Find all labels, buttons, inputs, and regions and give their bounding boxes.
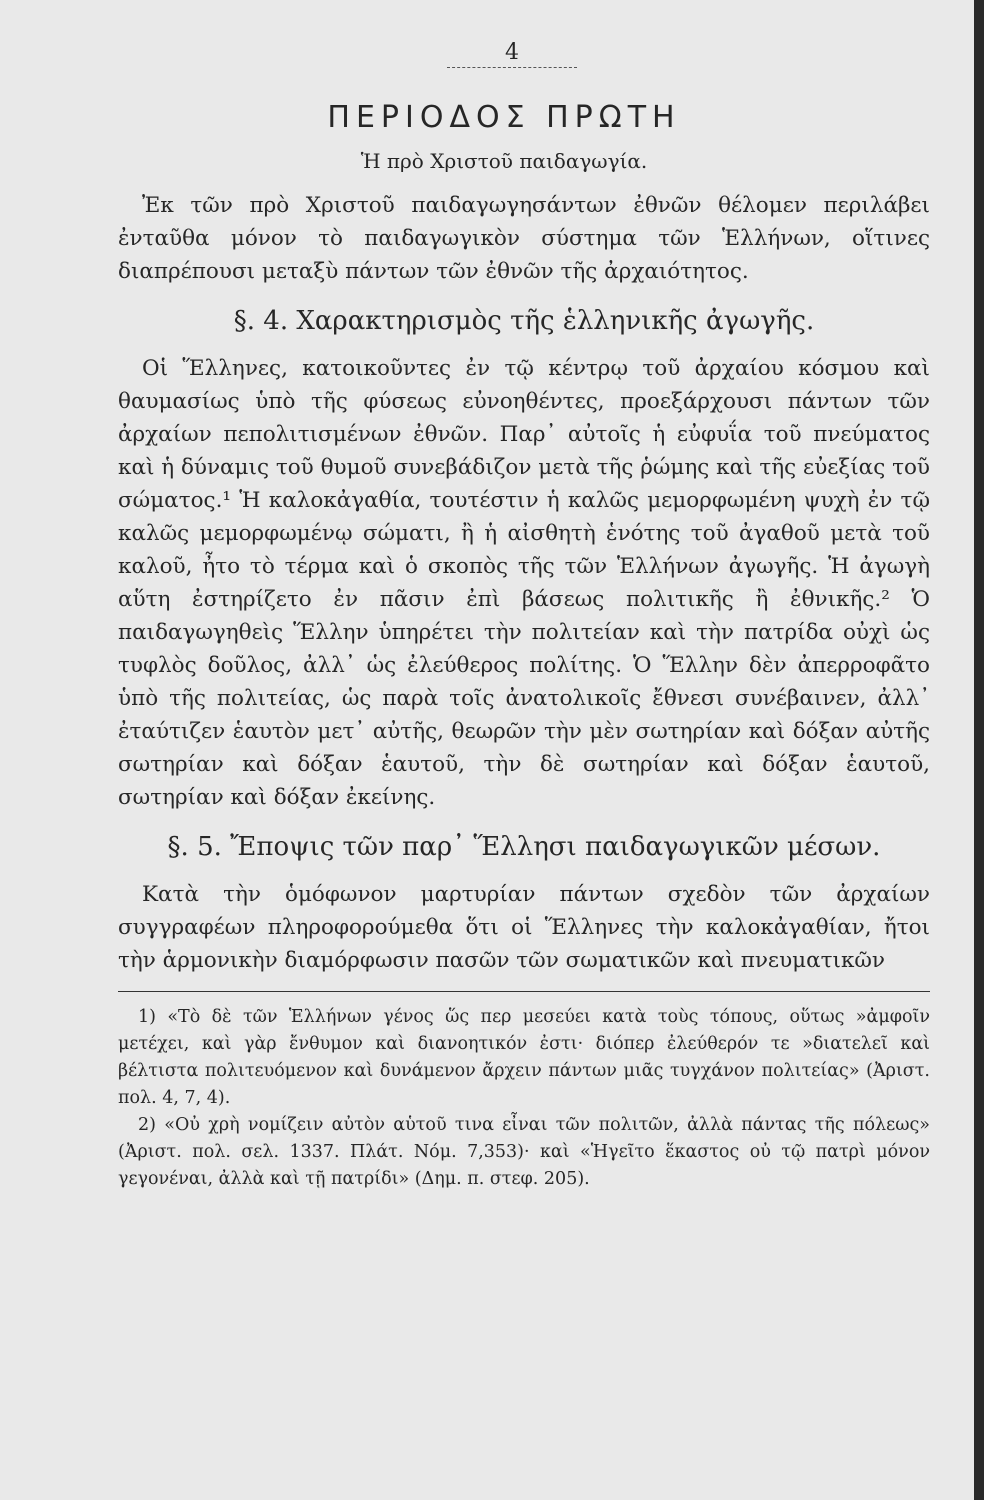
footnote-1: 1) «Τὸ δὲ τῶν Ἑλλήνων γένος ὥς περ μεσεύει κατὰ τοὺς τόπους, οὕτως »ἀμφοῖν μετέχει, καὶ γὰρ ἔνθυμον καὶ διανοητικόν ἐστι· διόπερ ἐλεύθερόν τε »διατελεῖ καὶ βέλτιστα πολιτευόμενον καὶ δυνάμενον ἄρχειν πάντων μιᾶς τυγχάνον πολιτείας» (Ἀριστ. πολ. 4, 7, 4). — [118, 1007, 930, 1108]
intro-paragraph: Ἐκ τῶν πρὸ Χριστοῦ παιδαγωγησάντων ἐθνῶν θέλομεν περιλάβει ἐνταῦθα μόνον τὸ παιδαγωγικὸν σύστημα τῶν Ἑλλήνων, οἵτινες διαπρέπουσι μεταξὺ πάντων τῶν ἐθνῶν τῆς ἀρχαιότητος. — [118, 193, 930, 284]
page-content — [118, 40, 930, 1193]
page-number-rule — [447, 67, 577, 68]
section-5-paragraph: Κατὰ τὴν ὁμόφωνον μαρτυρίαν πάντων σχεδὸν τῶν ἀρχαίων συγγραφέων πληροφορούμεθα ὅτι οἱ Ἕλληνες τὴν καλοκἀγαθίαν, ἤτοι τὴν ἁρμονικὴν διαμόρφωσιν πασῶν τῶν σωματικῶν καὶ πνευματικῶν — [118, 882, 930, 973]
section-5-heading: §. 5. Ἔποψις τῶν παρ᾽ Ἕλλησι παιδαγωγικῶν μέσων. — [167, 832, 881, 862]
section-4-heading: §. 4. Χαρακτηρισμὸς τῆς ἑλληνικῆς ἀγωγῆς. — [233, 306, 815, 336]
scan-dark-edge — [974, 0, 984, 1500]
chapter-subtitle: Ἡ πρὸ Χριστοῦ παιδαγωγία. — [360, 149, 648, 173]
section-4-paragraph: Οἱ Ἕλληνες, κατοικοῦντες ἐν τῷ κέντρῳ τοῦ ἀρχαίου κόσμου καὶ θαυμασίως ὑπὸ τῆς φύσεως εὐνοηθέντες, προεξάρχουσι πάντων τῶν ἀρχαίων πεπολιτισμένων ἐθνῶν. Παρ᾽ αὐτοῖς ἡ εὐφυΐα τοῦ πνεύματος καὶ ἡ δύναμις τοῦ θυμοῦ συνεβάδιζον μετὰ τῆς ῥώμης καὶ τῆς εὐεξίας τοῦ σώματος.¹ Ἡ καλοκἀγαθία, τουτέστιν ἡ καλῶς μεμορφωμένη ψυχὴ ἐν τῷ καλῶς μεμορφωμένῳ σώματι, ἢ ἡ αἰσθητὴ ἑνότης τοῦ ἀγαθοῦ μετὰ τοῦ καλοῦ, ἦτο τὸ τέρμα καὶ ὁ σκοπὸς τῆς τῶν Ἑλλήνων ἀγωγῆς. Ἡ ἀγωγὴ αὕτη ἐστηρίζετο ἐν πᾶσιν ἐπὶ βάσεως πολιτικῆς ἢ ἐθνικῆς.² Ὁ παιδαγωγηθεὶς Ἕλλην ὑπηρέτει τὴν πολιτείαν καὶ τὴν πατρίδα οὐχὶ ὡς τυφλὸς δοῦλος, ἀλλ᾽ ὡς ἐλεύθερος πολίτης. Ὁ Ἕλλην δὲν ἀπερροφᾶτο ὑπὸ τῆς πολιτείας, ὡς παρὰ τοῖς ἀνατολικοῖς ἔθνεσι συνέβαινεν, ἀλλ᾽ ἐταύτιζεν ἑαυτὸν μετ᾽ αὐτῆς, θεωρῶν τὴν μὲν σωτηρίαν καὶ δόξαν αὐτῆς σωτηρίαν καὶ δόξαν ἑαυτοῦ, τὴν δὲ σωτηρίαν καὶ δόξαν ἑαυτοῦ, σωτηρίαν καὶ δόξαν ἐκείνης. — [118, 356, 930, 810]
footnote-2: 2) «Οὐ χρὴ νομίζειν αὐτὸν αὑτοῦ τινα εἶναι τῶν πολιτῶν, ἀλλὰ πάντας τῆς πόλεως» (Ἀριστ. πολ. σελ. 1337. Πλάτ. Νόμ. 7,353)· καὶ «Ἡγεῖτο ἕκαστος οὐ τῷ πατρὶ μόνον γεγονέναι, ἀλλὰ καὶ τῇ πατρίδι» (Δημ. π. στεφ. 205). — [118, 1115, 930, 1189]
footnote-divider — [118, 991, 930, 992]
page-number: 4 — [505, 40, 519, 65]
footnotes — [118, 1004, 930, 1193]
chapter-title: ΠΕΡΙΟΔΟΣ ΠΡΩΤΗ — [327, 100, 681, 135]
